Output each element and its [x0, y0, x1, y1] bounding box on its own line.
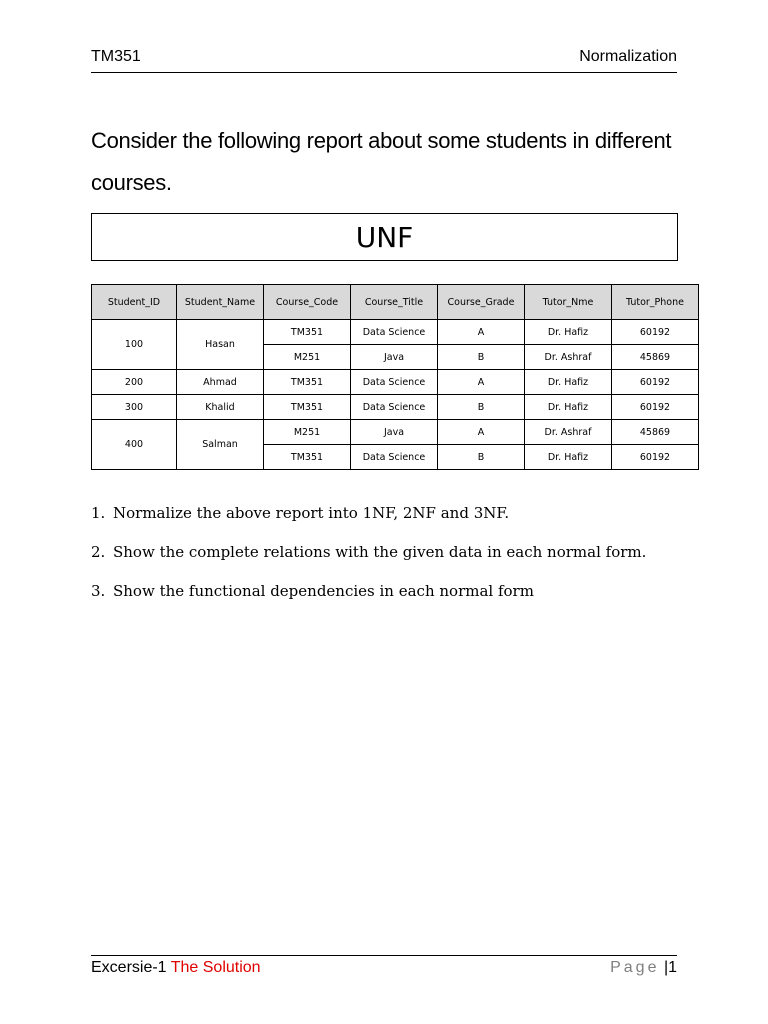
course-code-cell: M251 — [264, 420, 351, 445]
course-grade-cell: A — [438, 420, 525, 445]
course-title-cell: Data Science — [351, 320, 438, 345]
footer-separator: | — [663, 959, 669, 976]
page-footer — [91, 955, 677, 982]
student-id-cell: 200 — [92, 370, 177, 395]
page-header — [91, 46, 677, 73]
footer-page-number — [610, 959, 677, 977]
table-row — [92, 395, 699, 420]
column-header: Student_Name — [177, 285, 264, 320]
tutor-phone-cell: 60192 — [612, 320, 699, 345]
course-title-cell: Data Science — [351, 395, 438, 420]
course-code-cell: TM351 — [264, 445, 351, 470]
list-item — [91, 497, 646, 536]
unf-title: UNF — [355, 220, 414, 254]
footer-page-word: Page — [610, 959, 660, 976]
column-header: Tutor_Phone — [612, 285, 699, 320]
tutor-phone-cell: 60192 — [612, 370, 699, 395]
footer-exercise-label — [91, 959, 261, 977]
course-grade-cell: A — [438, 370, 525, 395]
list-number: 2. — [91, 543, 106, 561]
course-grade-cell: B — [438, 345, 525, 370]
intro-paragraph: Consider the following report about some students in different courses. — [91, 128, 672, 195]
tutor-name-cell: Dr. Ashraf — [525, 420, 612, 445]
course-title-cell: Data Science — [351, 445, 438, 470]
tutor-phone-cell: 60192 — [612, 445, 699, 470]
course-title-cell: Data Science — [351, 370, 438, 395]
footer-exercise-prefix: Excersie-1 — [91, 959, 167, 976]
tutor-name-cell: Dr. Hafiz — [525, 445, 612, 470]
table-row — [92, 370, 699, 395]
header-topic: Normalization — [579, 48, 677, 65]
course-grade-cell: A — [438, 320, 525, 345]
list-number: 3. — [91, 582, 106, 600]
student-id-cell: 100 — [92, 320, 177, 370]
tutor-name-cell: Dr. Ashraf — [525, 345, 612, 370]
list-text: Normalize the above report into 1NF, 2NF and 3NF. — [113, 504, 510, 522]
unf-title-box — [91, 213, 678, 261]
tutor-name-cell: Dr. Hafiz — [525, 370, 612, 395]
list-text: Show the functional dependencies in each normal form — [113, 582, 534, 600]
table-header-row — [92, 285, 699, 320]
course-code-cell: TM351 — [264, 395, 351, 420]
course-title-cell: Java — [351, 420, 438, 445]
course-code-cell: TM351 — [264, 320, 351, 345]
list-text: Show the complete relations with the given data in each normal form. — [113, 543, 647, 561]
list-number: 1. — [91, 504, 106, 522]
course-code-cell: M251 — [264, 345, 351, 370]
column-header: Tutor_Nme — [525, 285, 612, 320]
student-id-cell: 400 — [92, 420, 177, 470]
course-code-cell: TM351 — [264, 370, 351, 395]
student-id-cell: 300 — [92, 395, 177, 420]
tutor-phone-cell: 45869 — [612, 420, 699, 445]
student-name-cell: Hasan — [177, 320, 264, 370]
course-grade-cell: B — [438, 395, 525, 420]
tutor-name-cell: Dr. Hafiz — [525, 395, 612, 420]
column-header: Student_ID — [92, 285, 177, 320]
course-grade-cell: B — [438, 445, 525, 470]
column-header: Course_Grade — [438, 285, 525, 320]
footer-solution-label: The Solution — [170, 959, 261, 976]
tutor-phone-cell: 60192 — [612, 395, 699, 420]
student-name-cell: Khalid — [177, 395, 264, 420]
tutor-phone-cell: 45869 — [612, 345, 699, 370]
column-header: Course_Code — [264, 285, 351, 320]
student-name-cell: Salman — [177, 420, 264, 470]
tutor-name-cell: Dr. Hafiz — [525, 320, 612, 345]
task-list — [91, 497, 646, 614]
footer-page-value: 1 — [668, 959, 677, 976]
list-item — [91, 536, 646, 575]
course-title-cell: Java — [351, 345, 438, 370]
list-item — [91, 575, 646, 614]
student-name-cell: Ahmad — [177, 370, 264, 395]
table-row — [92, 320, 699, 345]
student-report-table — [91, 284, 699, 470]
header-course-code: TM351 — [91, 48, 141, 65]
table-row — [92, 420, 699, 445]
column-header: Course_Title — [351, 285, 438, 320]
